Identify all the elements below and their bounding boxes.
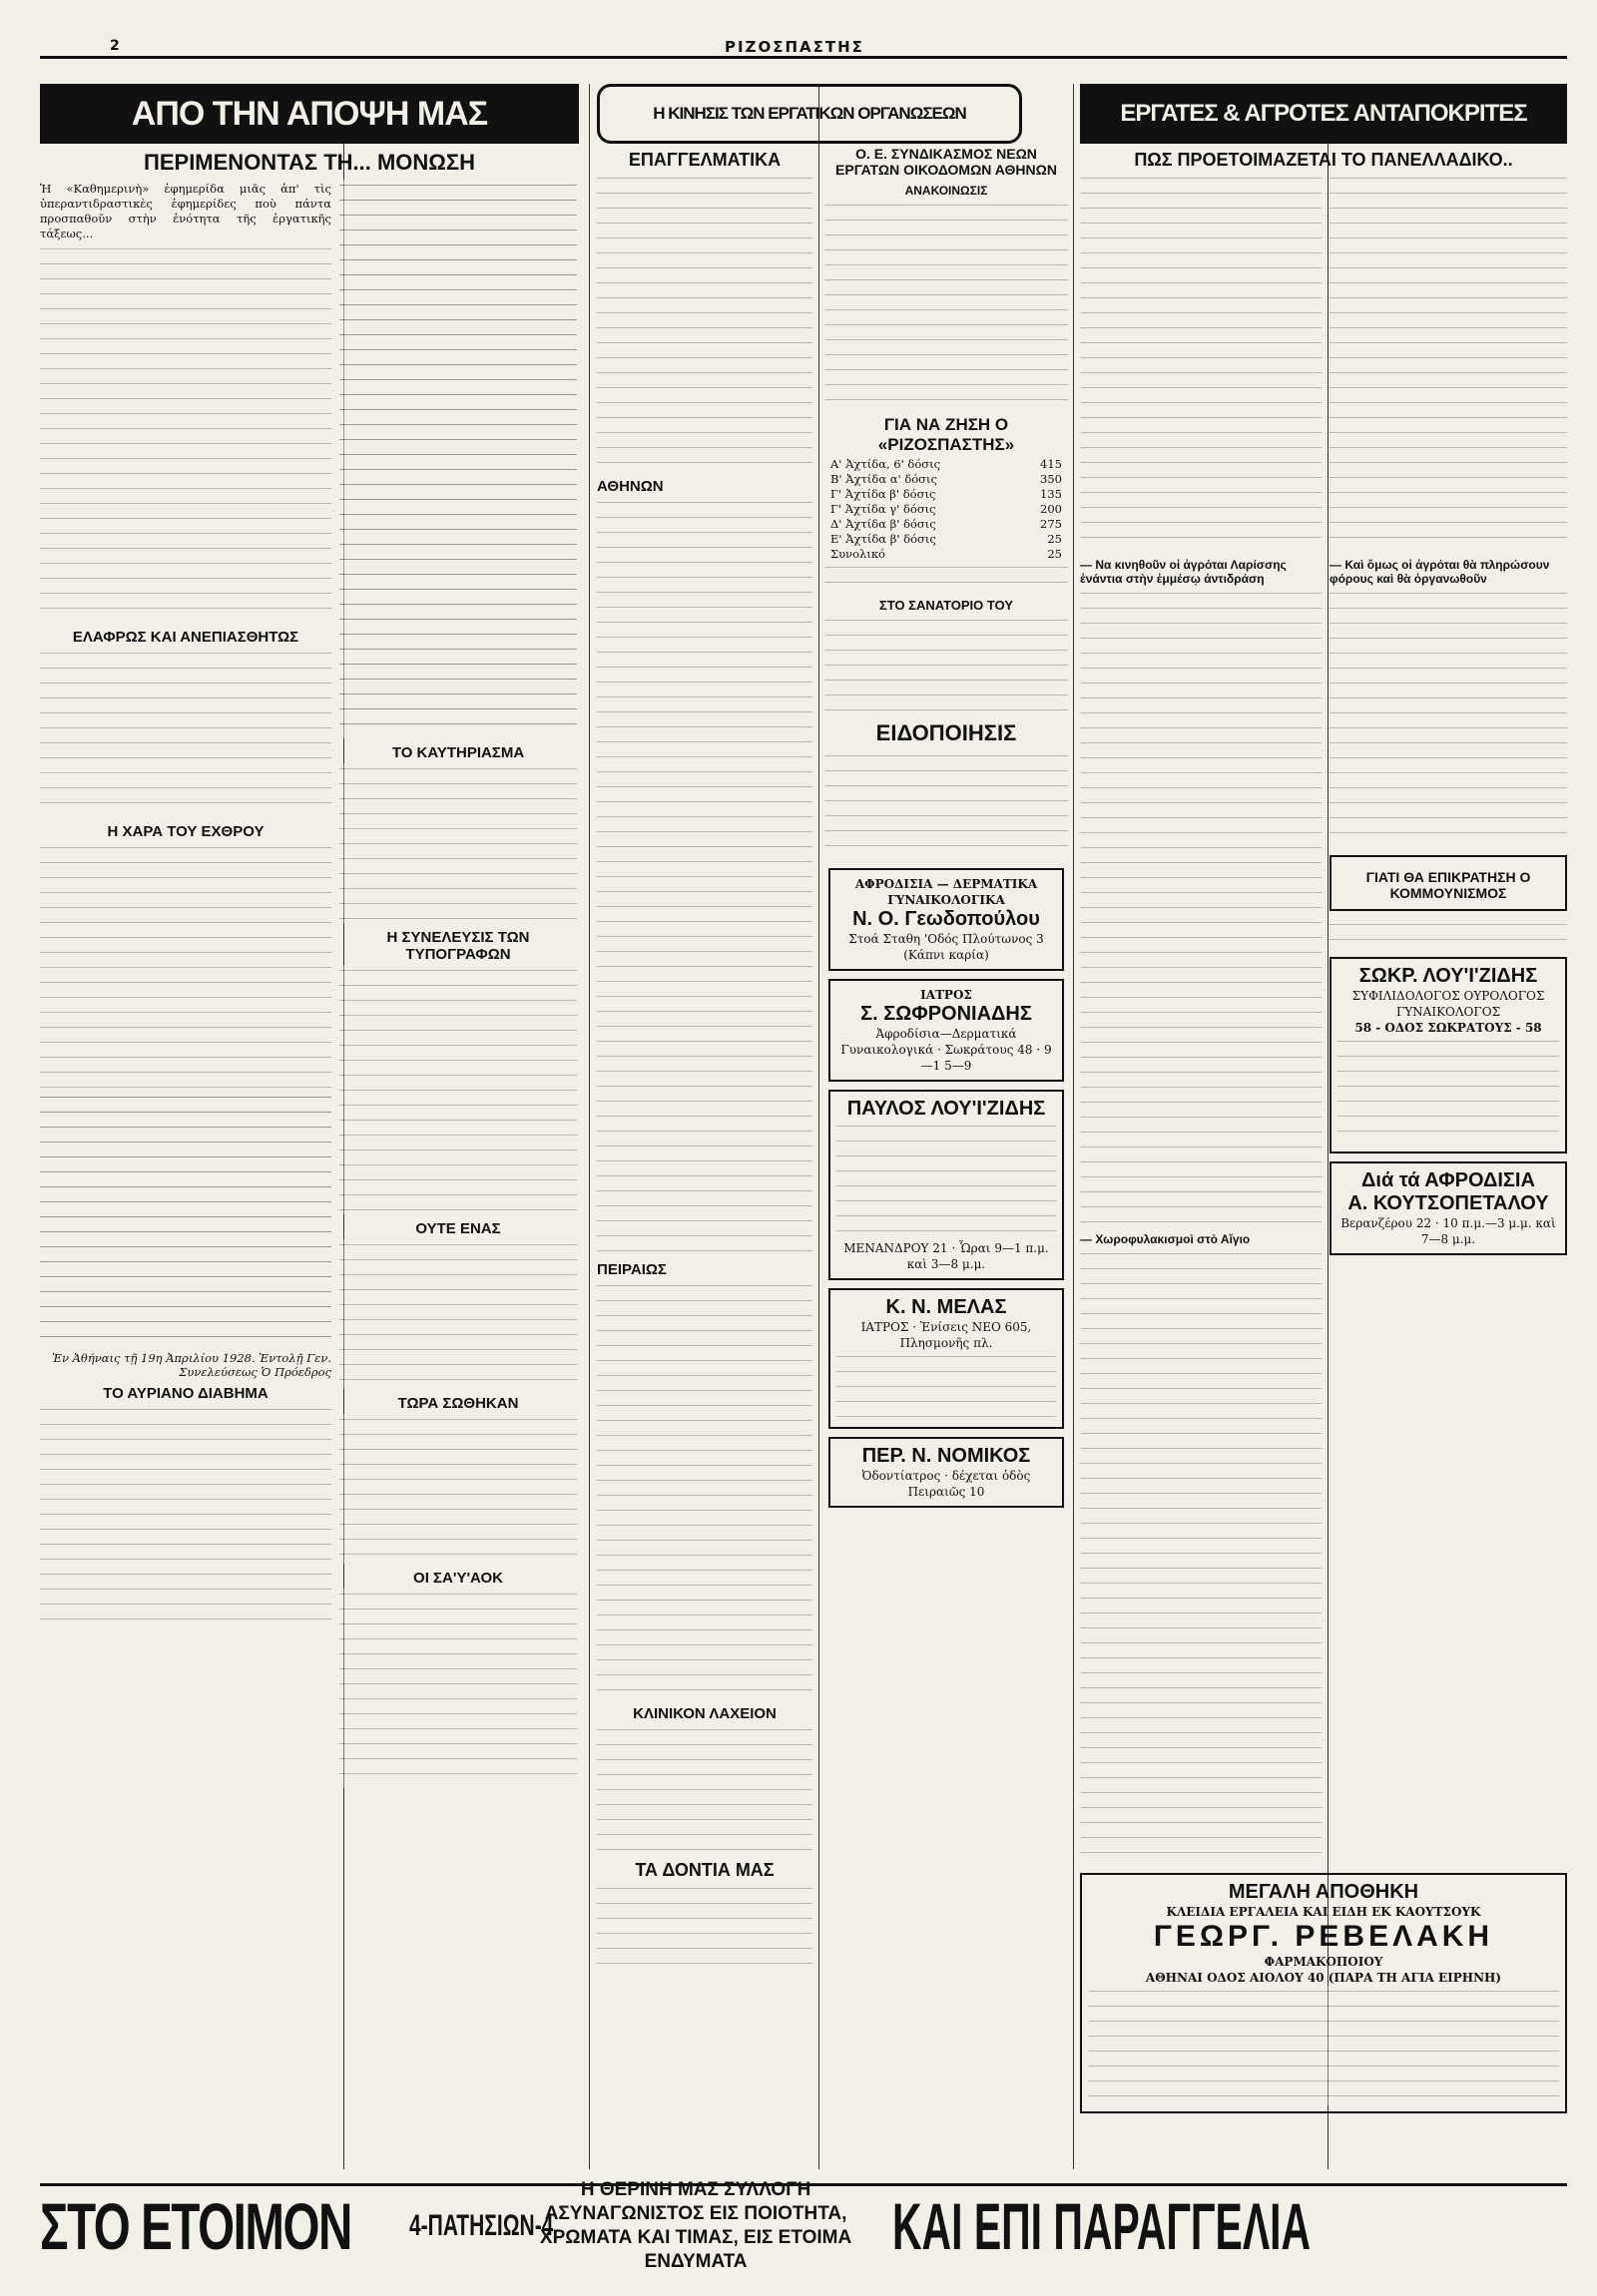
donation-row (830, 532, 1062, 547)
subheading: ΑΘΗΝΩΝ (597, 478, 664, 495)
ad-title: Διά τά ΑΦΡΟΔΙΣΙΑ (1361, 1169, 1535, 1191)
ad-box (1330, 855, 1567, 911)
page-number: 2 (110, 38, 120, 54)
bottom-banner-ad (40, 2179, 1567, 2272)
subheading: — Να κινηθοῦν οἱ ἀγρόται Λαρίσσης ἐνάντια στὴν ἐμμέσῳ ἀντιδράση (1080, 558, 1287, 586)
correspondents-column-left (1080, 173, 1322, 1867)
ad-line: ΣΥΦΙΛΙΔΟΛΟΓΟΣ ΟΥΡΟΛΟΓΟΣ ΓΥΝΑΙΚΟΛΟΓΟΣ (1351, 989, 1545, 1019)
donation-name: Συνολικό (830, 547, 885, 561)
newspaper-name: ΡΙΖΟΣΠΑΣΤΗΣ (719, 38, 870, 56)
subheading: Η ΣΥΝΕΛΕΥΣΙΣ ΤΩΝ ΤΥΠΟΓΡΑΦΩΝ (386, 929, 530, 963)
section-banner-labor: Η ΚΙΝΗΣΙΣ ΤΩΝ ΕΡΓΑΤΙΚΩΝ ΟΡΓΑΝΩΣΕΩΝ (597, 84, 1022, 144)
ad-box (828, 868, 1064, 971)
subheading: — Καὶ ὅμως οἱ ἀγρόται θὰ πληρώσουν φόρους καὶ θὰ ὀργανωθοῦν (1330, 558, 1550, 586)
ad-address: ΑΘΗΝΑΙ ΟΔΟΣ ΑΙΟΛΟΥ 40 (ΠΑΡΑ ΤΗ ΑΓΙΑ ΕΙΡΗΝΗ) (1145, 1971, 1502, 1985)
article-headline: ΠΕΡΙΜΕΝΟΝΤΑΣ ΤΗ... ΜΟΝΩΣΗ (143, 150, 476, 175)
article-headline: ΠΩΣ ΠΡΟΕΤΟΙΜΑΖΕΤΑΙ ΤΟ ΠΑΝΕΛΛΑΔΙΚΟ.. (1134, 150, 1513, 170)
subheading: ΤΑ ΔΟΝΤΙΑ ΜΑΣ (635, 1860, 775, 1880)
ad-name: Σ. ΣΩΦΡΟΝΙΑΔΗΣ (860, 1003, 1032, 1025)
donation-amount: 200 (1040, 502, 1062, 516)
ad-line: ΙΑΤΡΟΣ · Ἐνίσεις ΝΕΟ 605, Πλησμονῆς πλ. (860, 1320, 1032, 1350)
subheading: — Χωροφυλακισμοὶ στὸ Αἴγιο (1080, 1232, 1251, 1246)
ad-address: 58 - ΟΔΟΣ ΣΩΚΡΑΤΟΥΣ - 58 (1354, 1021, 1542, 1035)
donation-amount: 25 (1047, 532, 1062, 546)
subheading: ΤΟ ΚΑΥΤΗΡΙΑΣΜΑ (391, 744, 525, 761)
donation-row (830, 457, 1062, 472)
ad-line: ΜΕΝΑΝΔΡΟΥ 21 · Ὧραι 9—1 π.μ. καὶ 3—8 μ.μ. (843, 1241, 1049, 1271)
ad-box (828, 1288, 1064, 1429)
section-banner-opinion: ΑΠΟ ΤΗΝ ΑΠΟΨΗ ΜΑΣ (40, 84, 579, 144)
ad-kind: ΦΑΡΜΑΚΟΠΟΙΟΥ (1264, 1955, 1383, 1969)
column-divider (1073, 84, 1074, 2169)
article-lead: Ἡ «Καθημερινὴ» ἐφημερίδα μιᾶς ἀπ' τὶς ὑπεραντιδραστικὲς ἐφημερίδες ποὺ πάντα προσπαθοῦν στὴν ἐνότητα τῆς ἐργατικῆς τάξεως... (40, 182, 331, 240)
column-divider (589, 84, 590, 2169)
donation-row (830, 472, 1062, 487)
notice-heading: ΕΙΔΟΠΟΙΗΣΙΣ (875, 720, 1017, 745)
ad-line: Στοά Σταθη 'Οδός Πλούτωνος 3 (Κάπνι καρία) (848, 932, 1044, 962)
subheading: ΓΙΑΤΙ ΘΑ ΕΠΙΚΡΑΤΗΣΗ Ο ΚΟΜΜΟΥΝΙΣΜΟΣ (1365, 869, 1531, 901)
ad-name: Ν. Ο. Γεωδοπούλου (852, 908, 1040, 930)
subheading: ΕΠΑΓΓΕΛΜΑΤΙΚΑ (628, 150, 782, 170)
donation-name: Β' Ἀχτίδα α' δόσις (830, 472, 937, 486)
opinion-column-left (40, 180, 331, 1788)
donation-amount: 135 (1040, 487, 1062, 501)
ad-box (828, 1437, 1064, 1508)
banner-right: ΚΑΙ ΕΠΙ ΠΑΡΑΓΓΕΛΙΑ (892, 2189, 1312, 2263)
ad-box (828, 1090, 1064, 1280)
ad-title: ΑΦΡΟΔΙΣΙΑ — ΔΕΡΜΑΤΙΚΑ ΓΥΝΑΙΚΟΛΟΓΙΚΑ (854, 877, 1038, 907)
ad-line: Ὀδοντίατρος · δέχεται ὁδὸς Πειραιῶς 10 (861, 1469, 1031, 1499)
donation-name: Δ' Ἀχτίδα β' δόσις (830, 517, 936, 531)
subheading: ΓΙΑ ΝΑ ΖΗΣΗ Ο «ΡΙΖΟΣΠΑΣΤΗΣ» (877, 415, 1015, 454)
section-banner-correspondents: ΕΡΓΑΤΕΣ & ΑΓΡΟΤΕΣ ΑΝΤΑΠΟΚΡΙΤΕΣ (1080, 84, 1567, 144)
subheading: ΠΕΙΡΑΙΩΣ (597, 1261, 667, 1278)
banner-left: ΣΤΟ ΕΤΟΙΜΟΝ (40, 2189, 351, 2263)
subheading: ΟΥΤΕ ΕΝΑΣ (415, 1220, 501, 1237)
column-divider (818, 84, 819, 2169)
banner-address: 4-ΠΑΤΗΣΙΩΝ-4 (409, 2209, 554, 2242)
subheading: ΤΟ ΑΥΡΙΑΝΟ ΔΙΑΒΗΜΑ (103, 1385, 268, 1402)
ad-box (1330, 1161, 1567, 1255)
ad-box (1080, 1873, 1567, 2113)
donation-row (830, 487, 1062, 502)
subheading: ΟΙ ΣΑ'Υ'ΑΟΚ (413, 1570, 503, 1587)
ad-title: ΠΕΡ. Ν. ΝΟΜΙΚΟΣ (861, 1445, 1031, 1467)
donation-amount: 25 (1047, 547, 1062, 561)
subheading: ΑΝΑΚΟΙΝΩΣΙΣ (904, 184, 988, 198)
ad-name: ΓΕΩΡΓ. ΡΕΒΕΛΑΚΗ (1153, 1920, 1494, 1953)
ad-box (1330, 957, 1567, 1153)
donation-name: Γ' Ἀχτίδα β' δόσις (830, 487, 936, 501)
ad-line: Βερανζέρου 22 · 10 π.μ.—3 μ.μ. καὶ 7—8 μ.μ. (1340, 1216, 1556, 1246)
subheading: ΚΛΙΝΙΚΟΝ ΛΑΧΕΙΟΝ (633, 1705, 777, 1722)
ad-title: Κ. Ν. ΜΕΛΑΣ (885, 1296, 1007, 1318)
ad-title: ΠΑΥΛΟΣ ΛΟΥ'Ι'ΖΙΔΗΣ (846, 1098, 1046, 1120)
subheading: ΣΤΟ ΣΑΝΑΤΟΡΙΟ ΤΟΥ (878, 598, 1014, 613)
ad-line: Ἀφροδίσια—Δερματικά Γυναικολογικά · Σωκράτους 48 · 9—1 5—9 (840, 1027, 1052, 1073)
ad-box (828, 979, 1064, 1082)
donation-row (830, 502, 1062, 517)
donation-row (830, 547, 1062, 562)
ad-sub: ΚΛΕΙΔΙΑ ΕΡΓΑΛΕΙΑ ΚΑΙ ΕΙΔΗ ΕΚ ΚΑΟΥΤΣΟΥΚ (1166, 1905, 1481, 1919)
banner-middle: Η ΘΕΡΙΝΗ ΜΑΣ ΣΥΛΛΟΓΗ ΑΣΥΝΑΓΩΝΙΣΤΟΣ ΕΙΣ ΠΟΙΟΤΗΤΑ, ΧΡΩΜΑΤΑ ΚΑΙ ΤΙΜΑΣ, ΕΙΣ ΕΤΟΙΜΑ ΕΝΔΥΜΑΤΑ (539, 2179, 852, 2272)
opinion-section (40, 84, 579, 2169)
donation-name: Α' Ἀχτίδα, 6' δόσις (830, 457, 941, 471)
donation-amount: 275 (1040, 517, 1062, 531)
donation-row (830, 517, 1062, 532)
opinion-column-right (339, 180, 577, 1788)
ad-title: ΙΑΤΡΟΣ (920, 988, 972, 1002)
ad-title: ΜΕΓΑΛΗ ΑΠΟΘΗΚΗ (1228, 1881, 1419, 1903)
ad-name: Α. ΚΟΥΤΣΟΠΕΤΑΛΟΥ (1347, 1192, 1549, 1214)
donation-list (824, 457, 1068, 562)
subheading: ΕΛΑΦΡΩΣ ΚΑΙ ΑΝΕΠΙΑΣΘΗΤΩΣ (72, 629, 299, 646)
donation-name: Ε' Ἀχτίδα β' δόσις (830, 532, 936, 546)
subheading: Ο. Ε. ΣΥΝΔΙΚΑΣΜΟΣ ΝΕΩΝ ΕΡΓΑΤΩΝ ΟΙΚΟΔΟΜΩΝ ΑΘΗΝΩΝ (835, 146, 1057, 178)
donation-name: Γ' Ἀχτίδα γ' δόσις (830, 502, 936, 516)
subheading: ΤΩΡΑ ΣΩΘΗΚΑΝ (397, 1395, 519, 1412)
subheading: Η ΧΑΡΑ ΤΟΥ ΕΧΘΡΟΥ (107, 823, 265, 840)
donation-amount: 350 (1040, 472, 1062, 486)
donation-amount: 415 (1040, 457, 1062, 471)
signoff: Ἐν Ἀθήναις τῇ 19η Ἀπριλίου 1928. Ἐντολῇ Γεν. Συνελεύσεως Ὁ Πρόεδρος (52, 1351, 331, 1379)
ad-title: ΣΩΚΡ. ΛΟΥ'Ι'ΖΙΔΗΣ (1358, 965, 1538, 987)
correspondents-column-right (1330, 173, 1567, 1867)
union-column (824, 140, 1068, 2225)
correspondents-section (1080, 84, 1567, 2169)
